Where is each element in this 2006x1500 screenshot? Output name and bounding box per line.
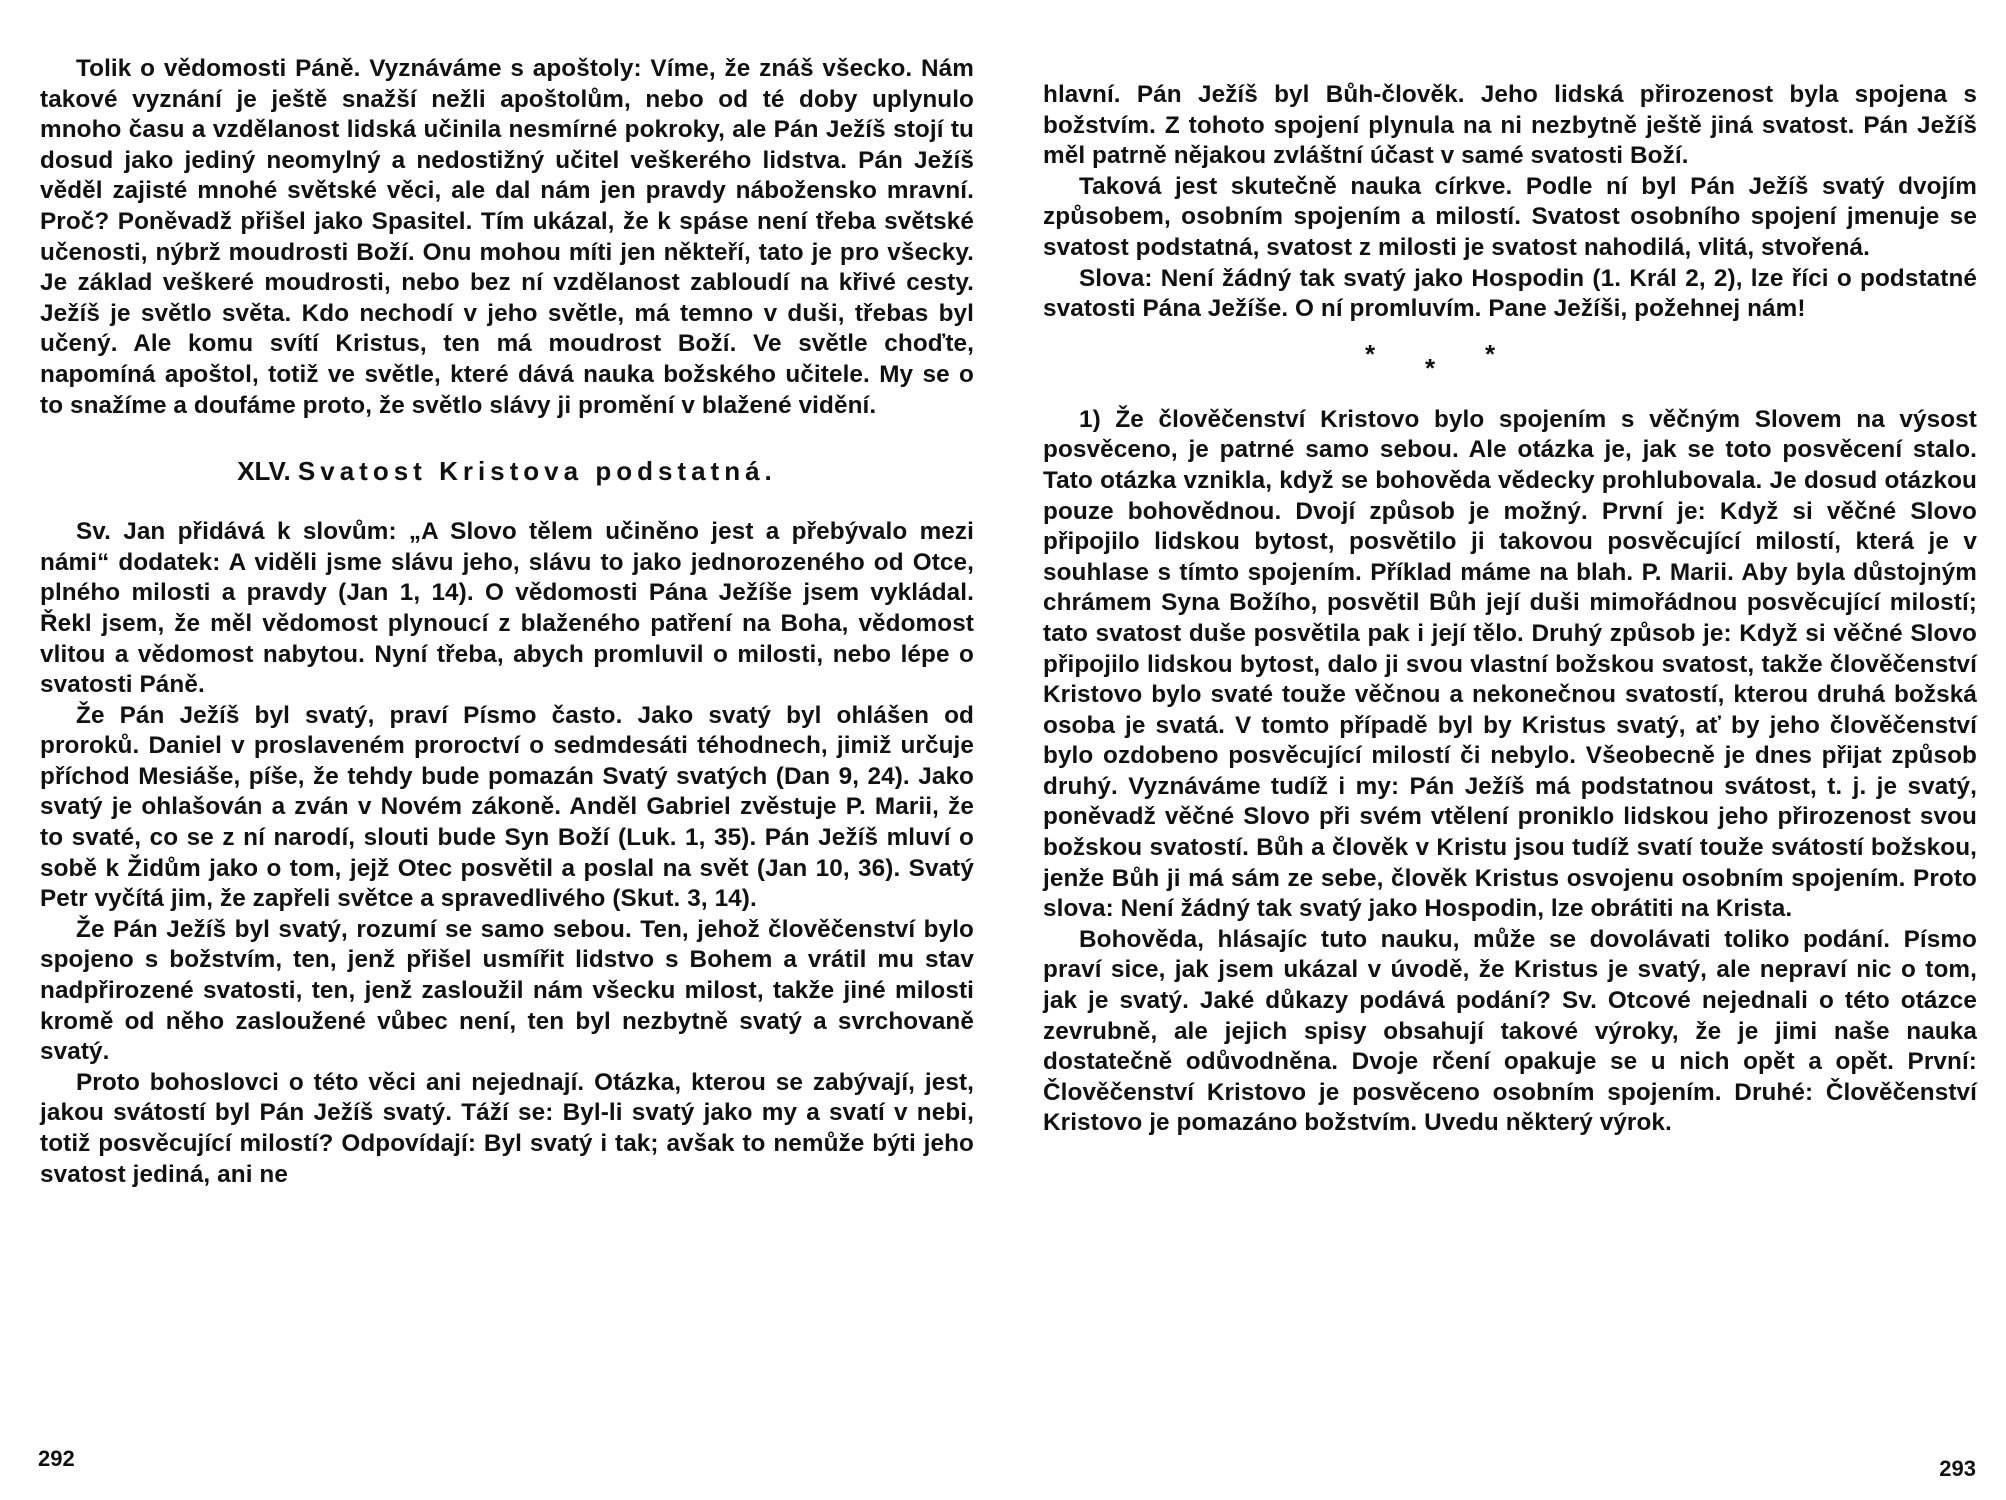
chapter-heading (40, 455, 974, 487)
chapter-title: Svatost Kristova podstatná. (297, 456, 777, 487)
paragraph: Sv. Jan přidává k slovům: „A Slovo tělem učiněno jest a přebývalo mezi námi“ dodatek: A viděli jsme slávu jeho, slávu to jako jednorozeného od Otce, plného milosti a pravdy (Jan 1, 14). O vědomosti Pána Ježíše jsem vykládal. Řekl jsem, že měl vědomost plynoucí z blaženého patření na Boha, vědomost vlitou a vědomost nabytou. Nyní třeba, abych promluvil o milosti, nebo lépe o svatosti Páně. (40, 518, 974, 699)
paragraph: Tolik o vědomosti Páně. Vyznáváme s apoštoly: Víme, že znáš všecko. Nám takové vyznání je ještě snažší nežli apoštolům, nebo od té doby uplynulo mnoho času a vzdělanost lidská učinila nesmírné pokroky, ale Pán Ježíš stojí tu dosud jako jediný neomylný a nedostižný učitel veškerého lidstva. Pán Ježíš věděl zajisté mnohé světské věci, ale dal nám jen pravdy nábožensko mravní. Proč? Poněvadž přišel jako Spasitel. Tím ukázal, že k spáse není třeba světské učenosti, nýbrž moudrosti Boží. Onu mohou míti jen někteří, tato je pro všecky. Je základ veškeré moudrosti, nebo bez ní vzdělanost zabloudí na křivé cesty. Ježíš je světlo světa. Kdo nechodí v jeho světle, má temno v duši, třebas byl učený. Ale komu svítí Kristus, ten má moudrost Boží. Ve světle choďte, napomíná apoštol, totiž ve světle, které dává nauka božského učitele. My se o to snažíme a doufáme proto, že světlo slávy ji promění v blažené vidění. (40, 55, 974, 419)
paragraph: Proto bohoslovci o této věci ani nejednají. Otázka, kterou se zabývají, jest, jakou svátostí byl Pán Ježíš svatý. Táží se: Byl-li svatý jako my a svatí v nebi, totiž posvěcující milostí? Odpovídají: Byl svatý i tak; avšak to nemůže býti jeho svatost jediná, ani ne (40, 1068, 974, 1188)
right-text-column (1043, 80, 1977, 1139)
page-number: 293 (1939, 1456, 1976, 1481)
paragraph: Že Pán Ježíš byl svatý, rozumí se samo sebou. Ten, jehož člověčenství bylo spojeno s božstvím, ten, jenž přišel usmířit lidstvo s Bohem a vrátil mu stav nadpřirozené svatosti, ten, jenž zasloužil nám všecku milost, takže jiné milosti kromě od něho zasloužené vůbec není, ten byl nezbytně svatý a svrchovaně svatý. (40, 915, 974, 1066)
asterisk: * (1485, 338, 1496, 369)
paragraph: Bohověda, hlásajíc tuto nauku, může se dovolávati toliko podání. Písmo praví sice, jak jsem ukázal v úvodě, že Kristus je svatý, ale nepraví nic o tom, jak je svatý. Jaké důkazy podává podání? Sv. Otcové nejednali o této otázce zevrubně, ale jejich spisy obsahují takové výroky, že je jimi naše nauka dostatečně odůvodněna. Dvoje rčení opakuje se u nich opět a opět. První: Člověčenství Kristovo je posvěceno osobním spojením. Druhé: Člověčenství Kristovo je pomazáno božstvím. Uvedu některý výrok. (1043, 925, 1977, 1137)
right-page (1003, 0, 2006, 1500)
page-number: 292 (38, 1446, 75, 1471)
chapter-number: XLV. (237, 456, 291, 487)
paragraph: Slova: Není žádný tak svatý jako Hospodin (1. Král 2, 2), lze říci o podstatné svatosti Pána Ježíše. O ní promluvím. Pane Ježíši, požehnej nám! (1043, 264, 1977, 323)
paragraph: 1) Že člověčenství Kristovo bylo spojením s věčným Slovem na výsost posvěceno, je patrné samo sebou. Ale otázka je, jak se toto posvěcení stalo. Tato otázka vznikla, když se bohověda vědecky prohlubovala. Je dosud otázkou pouze bohovědnou. Dvojí způsob je možný. První je: Když si věčné Slovo připojilo lidskou bytost, posvětilo ji takovou posvěcující milostí, která je v souhlase s tímto spojením. Příklad máme na blah. P. Marii. Aby byla důstojným chrámem Syna Božího, posvětil Bůh její duši mimořádnou posvěcující milostí; tato svatost duše posvětila pak i její tělo. Druhý způsob je: Když si věčné Slovo připojilo lidskou bytost, dalo ji svou vlastní božskou svatost, takže člověčenství Kristovo bylo svaté touže věčnou a nekonečnou svatostí, kterou druhá božská osoba je svatá. V tomto případě byl by Kristus svatý, ať by jeho člověčenství bylo ozdobeno posvěcující milostí či nebylo. Všeobecně je dnes přijat způsob druhý. Vyznáváme tudíž i my: Pán Ježíš má podstatnou svátost, t. j. je svatý, poněvadž věčné Slovo při svém vtělení proniklo lidskou jeho přirozenost svou božskou svatostí. Bůh a člověk v Kristu jsou tudíž svatí touže svátostí božskou, jenže Bůh ji má sám ze sebe, člověk Kristus osvojenu osobním spojením. Proto slova: Není žádný tak svatý jako Hospodin, lze obrátiti na Krista. (1043, 405, 1977, 923)
asterisk: * (1365, 338, 1376, 369)
paragraph: Taková jest skutečně nauka církve. Podle ní byl Pán Ježíš svatý dvojím způsobem, osobním spojením a milostí. Svatost osobního spojení jmenuje se svatost podstatná, svatost z milosti je svatost nahodilá, vlitá, stvořená. (1043, 172, 1977, 261)
paragraph: Že Pán Ježíš byl svatý, praví Písmo často. Jako svatý byl ohlášen od proroků. Daniel v proslaveném proroctví o sedmdesáti téhodnech, jimiž určuje příchod Mesiáše, píše, že tehdy bude pomazán Svatý svatých (Dan 9, 24). Jako svatý je ohlašován a zván v Novém zákoně. Anděl Gabriel zvěstuje P. Marii, že to svaté, co se z ní narodí, slouti bude Syn Boží (Luk. 1, 35). Pán Ježíš mluví o sobě k Židům jako o tom, jejž Otec posvětil a poslal na svět (Jan 10, 36). Svatý Petr vyčítá jim, že zapřeli světce a spravedlivého (Skut. 3, 14). (40, 701, 974, 913)
left-text-column (40, 54, 974, 1190)
section-divider (1043, 333, 1977, 393)
paragraph: hlavní. Pán Ježíš byl Bůh-člověk. Jeho lidská přirozenost byla spojena s božstvím. Z tohoto spojení plynula na ni nezbytně ještě jiná svatost. Pán Ježíš měl patrně nějakou zvláštní účast v samé svatosti Boží. (1043, 81, 1977, 170)
asterisk: * (1425, 352, 1436, 383)
